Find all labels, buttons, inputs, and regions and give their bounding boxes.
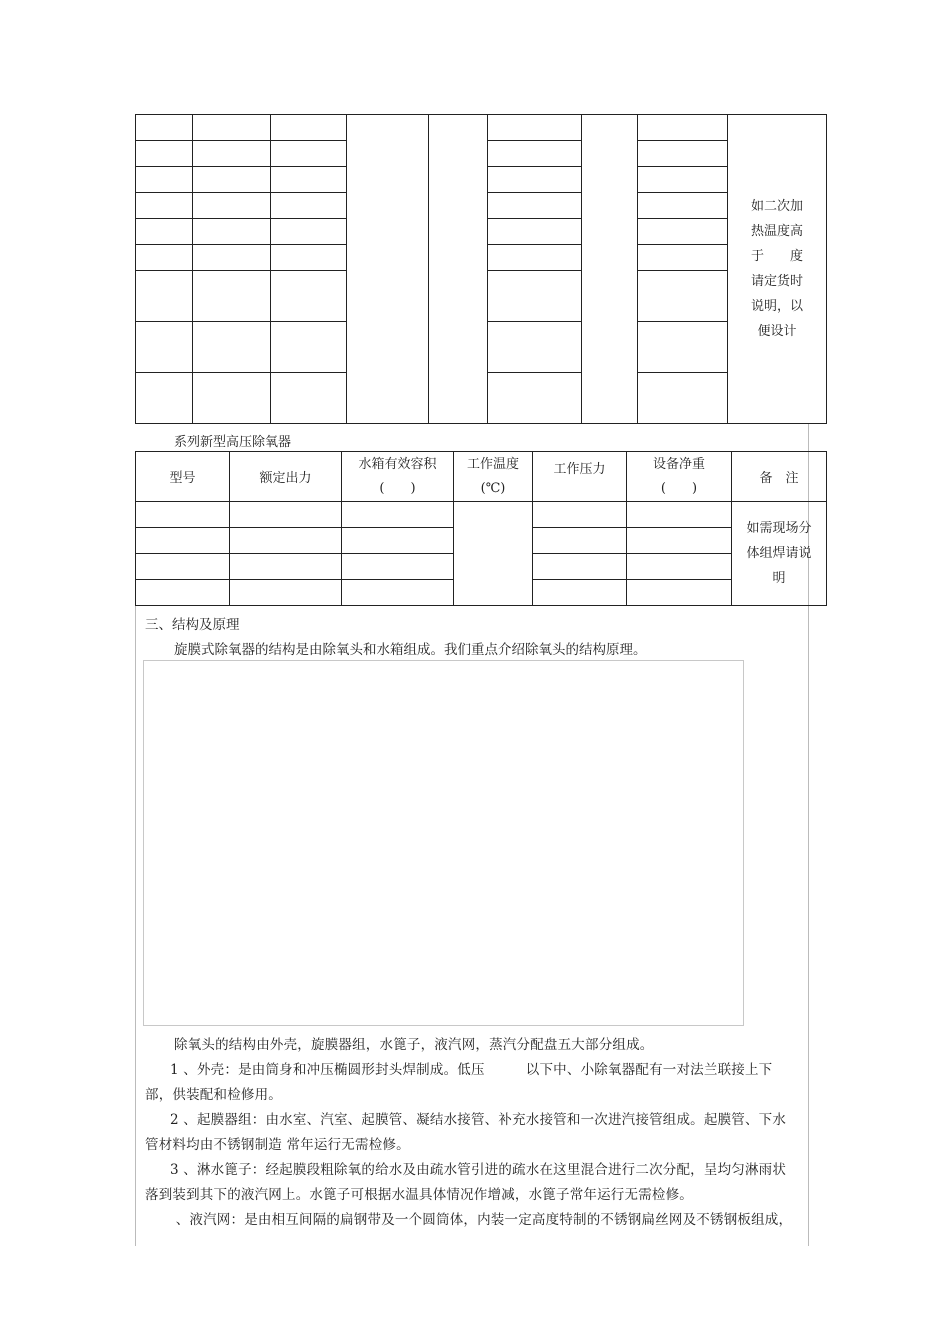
table-cell <box>230 502 342 528</box>
table2-remark-cell <box>732 502 827 606</box>
paragraph-3-line2: 管材料均由不锈钢制造 常年运行无需检修。 <box>145 1137 410 1153</box>
header-weight <box>627 452 732 502</box>
header-volume-line1: 水箱有效容积 <box>358 456 437 472</box>
paragraph-4-line2: 落到装到其下的液汽网上。水篦子可根据水温具体情况作增减，水篦子常年运行无需检修。 <box>145 1187 693 1203</box>
table-cell <box>627 502 732 528</box>
table-cell <box>488 322 582 373</box>
table2-remark-line: 体组焊请说 <box>746 546 812 561</box>
table-cell <box>136 193 193 219</box>
table-cell <box>271 193 347 219</box>
header-temperature-line1: 工作温度 <box>466 456 519 472</box>
table-cell <box>230 580 342 606</box>
table1-cell <box>136 115 193 141</box>
table-cell <box>193 271 271 322</box>
header-model: 型号 <box>136 452 230 502</box>
table-cell <box>342 528 454 554</box>
table2-caption: 系列新型高压除氧器 <box>174 435 292 450</box>
table-cell <box>271 322 347 373</box>
table-cell <box>271 271 347 322</box>
table-cell <box>136 245 193 271</box>
table1-cell <box>638 115 728 141</box>
deaerator-structure-figure <box>143 660 744 1026</box>
table-cell <box>230 554 342 580</box>
header-volume-line2: ( ) <box>379 480 416 496</box>
table1-cell <box>271 115 347 141</box>
spec-table-1 <box>135 114 827 424</box>
table-cell <box>638 141 728 167</box>
header-temperature <box>454 452 533 502</box>
table-cell <box>136 554 230 580</box>
paragraph-4-line1: 3 、淋水篦子：经起膜段粗除氧的给水及由疏水管引进的疏水在这里混合进行二次分配，呈均匀淋雨状 <box>170 1162 787 1178</box>
table-cell <box>271 219 347 245</box>
table-cell <box>193 141 271 167</box>
table-cell <box>533 554 627 580</box>
table1-remark-line: 热温度高 <box>750 224 803 239</box>
table-cell <box>193 245 271 271</box>
header-volume <box>342 452 454 502</box>
table-cell <box>533 528 627 554</box>
section-intro: 旋膜式除氧器的结构是由除氧头和水箱组成。我们重点介绍除氧头的结构原理。 <box>174 642 647 658</box>
header-remark: 备 注 <box>732 452 827 502</box>
table-cell <box>193 322 271 373</box>
table-cell <box>271 245 347 271</box>
table2-merged-temp-cell <box>454 502 533 606</box>
table-cell <box>488 141 582 167</box>
table-cell <box>136 219 193 245</box>
paragraph-2-line1: 1 、外壳：是由筒身和冲压椭圆形封头焊制成。低压 以下中、小除氧器配有一对法兰联接上下 <box>170 1062 773 1078</box>
table-cell <box>638 373 728 424</box>
table-cell <box>193 373 271 424</box>
table2-remark-line: 如需现场分 <box>746 521 812 536</box>
table-cell <box>193 193 271 219</box>
table1-merged-cell <box>429 115 488 424</box>
table-cell <box>638 167 728 193</box>
table1-cell <box>488 115 582 141</box>
table-cell <box>488 245 582 271</box>
table-cell <box>488 271 582 322</box>
table-cell <box>627 528 732 554</box>
table-cell <box>638 322 728 373</box>
table-cell <box>488 373 582 424</box>
table1-remark-cell <box>728 115 827 424</box>
table1-remark-line: 请定货时 <box>750 274 803 289</box>
paragraph-1: 除氧头的结构由外壳，旋膜器组，水篦子，液汽网，蒸汽分配盘五大部分组成。 <box>174 1037 654 1053</box>
table1-remark-line: 便设计 <box>757 324 797 339</box>
table2-remark-line: 明 <box>772 571 786 586</box>
table1-merged-cell <box>582 115 638 424</box>
table-cell <box>136 580 230 606</box>
table-cell <box>533 580 627 606</box>
table-cell <box>193 219 271 245</box>
table-cell <box>627 554 732 580</box>
paragraph-5-line1: 、液汽网：是由相互间隔的扁钢带及一个圆筒体，内装一定高度特制的不锈钢扁丝网及不锈钢板组成， <box>162 1212 793 1228</box>
table1-remark-line: 如二次加 <box>750 199 803 214</box>
table-cell <box>638 245 728 271</box>
header-weight-line2: ( ) <box>660 480 698 496</box>
table1-cell <box>193 115 271 141</box>
table-cell <box>638 193 728 219</box>
table1-remark-line: 说明，以 <box>750 299 803 314</box>
table-cell <box>488 219 582 245</box>
table-cell <box>136 528 230 554</box>
section-heading: 三、结构及原理 <box>145 617 240 633</box>
table-cell <box>136 373 193 424</box>
spec-table-2 <box>135 451 827 606</box>
table-cell <box>638 219 728 245</box>
table-cell <box>533 502 627 528</box>
table-cell <box>230 528 342 554</box>
table-cell <box>136 271 193 322</box>
header-temperature-line2: (℃) <box>480 480 506 496</box>
header-weight-line1: 设备净重 <box>652 456 705 472</box>
table-cell <box>271 141 347 167</box>
table-cell <box>342 580 454 606</box>
table1-merged-cell <box>347 115 429 424</box>
table-cell <box>136 141 193 167</box>
table-cell <box>136 502 230 528</box>
table-cell <box>136 322 193 373</box>
table-cell <box>271 167 347 193</box>
table-cell <box>488 193 582 219</box>
table-cell <box>193 167 271 193</box>
paragraph-2-line2: 部，供装配和检修用。 <box>145 1087 282 1103</box>
header-pressure: 工作压力 <box>533 452 627 502</box>
table-cell <box>488 167 582 193</box>
table-cell <box>271 373 347 424</box>
table-cell <box>627 580 732 606</box>
table-cell <box>136 167 193 193</box>
table1-remark-line: 于 度 <box>750 249 803 264</box>
paragraph-3-line1: 2 、起膜器组：由水室、汽室、起膜管、凝结水接管、补充水接管和一次进汽接管组成。起膜管、下水 <box>170 1112 787 1128</box>
table-cell <box>342 554 454 580</box>
page-frame-left <box>135 606 136 1246</box>
table-cell <box>342 502 454 528</box>
table-cell <box>638 271 728 322</box>
header-output: 额定出力 <box>230 452 342 502</box>
